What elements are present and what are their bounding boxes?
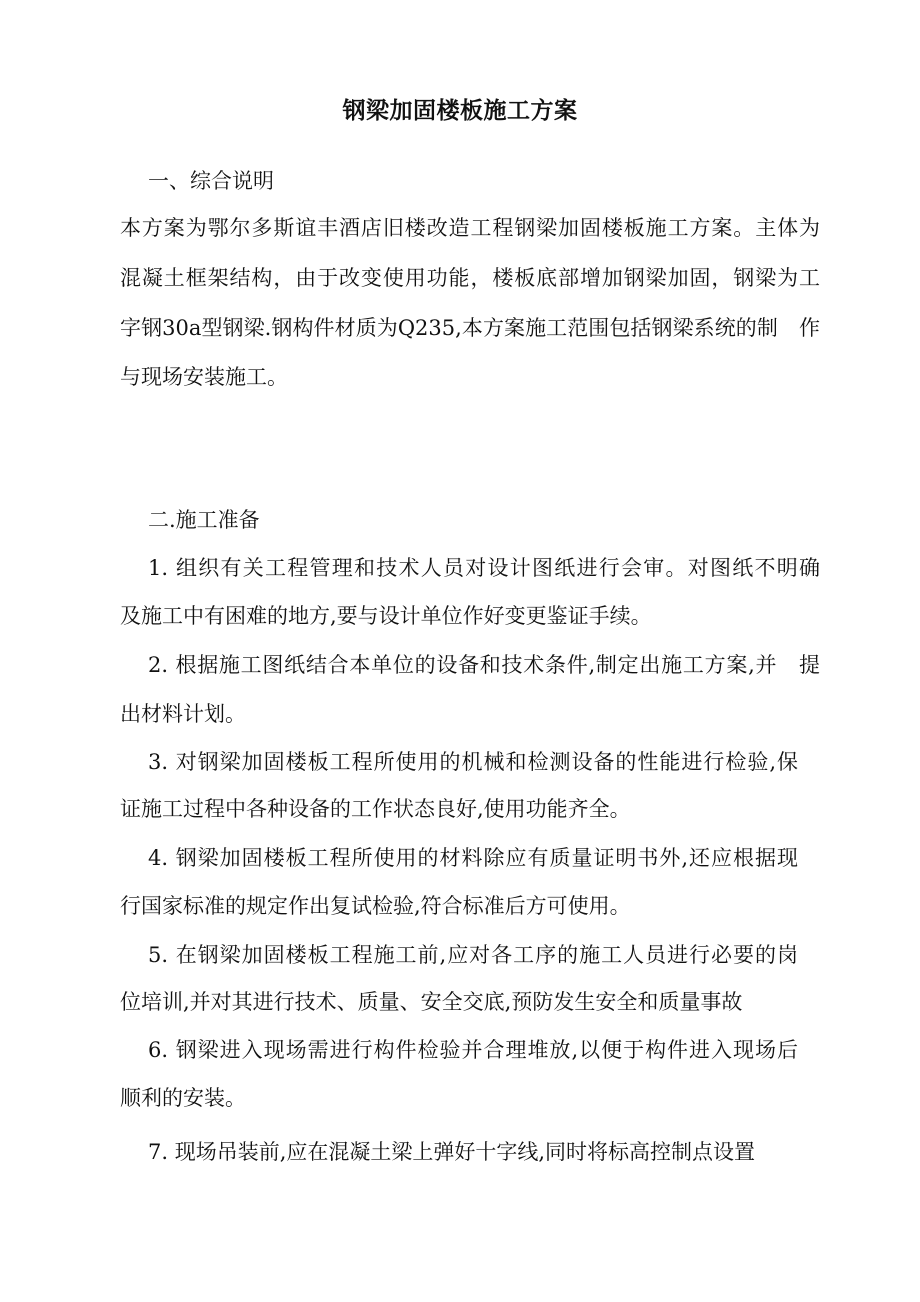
section1-line-3: 字钢30a型钢梁.钢构件材质为Q235,本方案施工范围包括钢梁系统的制 作 [120, 316, 820, 340]
list-item-2-line-1: 2. 根据施工图纸结合本单位的设备和技术条件,制定出施工方案,并 提 [148, 653, 820, 677]
list-item-3-line-1: 3. 对钢梁加固楼板工程所使用的机械和检测设备的性能进行检验,保 [148, 750, 798, 774]
list-item-1-line-1: 1. 组织有关工程管理和技术人员对设计图纸进行会审。对图纸不明确 [148, 556, 820, 580]
section1-line-2: 混凝土框架结构，由于改变使用功能，楼板底部增加钢梁加固，钢梁为工 [120, 266, 820, 290]
list-item-6-line-2: 顺利的安装。 [120, 1086, 246, 1110]
list-item-5-line-2: 位培训,并对其进行技术、质量、安全交底,预防发生安全和质量事故 [120, 990, 743, 1014]
list-item-6-line-1: 6. 钢梁进入现场需进行构件检验并合理堆放,以便于构件进入现场后 [148, 1038, 798, 1062]
section1-heading: 一、综合说明 [148, 169, 274, 193]
document-title: 钢梁加固楼板施工方案 [342, 97, 578, 124]
section2-heading: 二.施工准备 [148, 508, 260, 532]
list-item-2-line-2: 出材料计划。 [120, 702, 246, 726]
section1-line-1: 本方案为鄂尔多斯谊丰酒店旧楼改造工程钢梁加固楼板施工方案。主体为 [120, 216, 820, 240]
list-item-4-line-1: 4. 钢梁加固楼板工程所使用的材料除应有质量证明书外,还应根据现 [148, 846, 798, 870]
list-item-5-line-1: 5. 在钢梁加固楼板工程施工前,应对各工序的施工人员进行必要的岗 [148, 943, 798, 967]
section1-line-4: 与现场安装施工。 [120, 365, 288, 389]
list-item-1-line-2: 及施工中有困难的地方,要与设计单位作好变更鉴证手续。 [120, 604, 652, 628]
list-item-3-line-2: 证施工过程中各种设备的工作状态良好,使用功能齐全。 [120, 797, 631, 821]
list-item-7-line-1: 7. 现场吊装前,应在混凝土梁上弹好十字线,同时将标高控制点设置 [148, 1140, 756, 1164]
list-item-4-line-2: 行国家标准的规定作出复试检验,符合标准后方可使用。 [120, 894, 631, 918]
